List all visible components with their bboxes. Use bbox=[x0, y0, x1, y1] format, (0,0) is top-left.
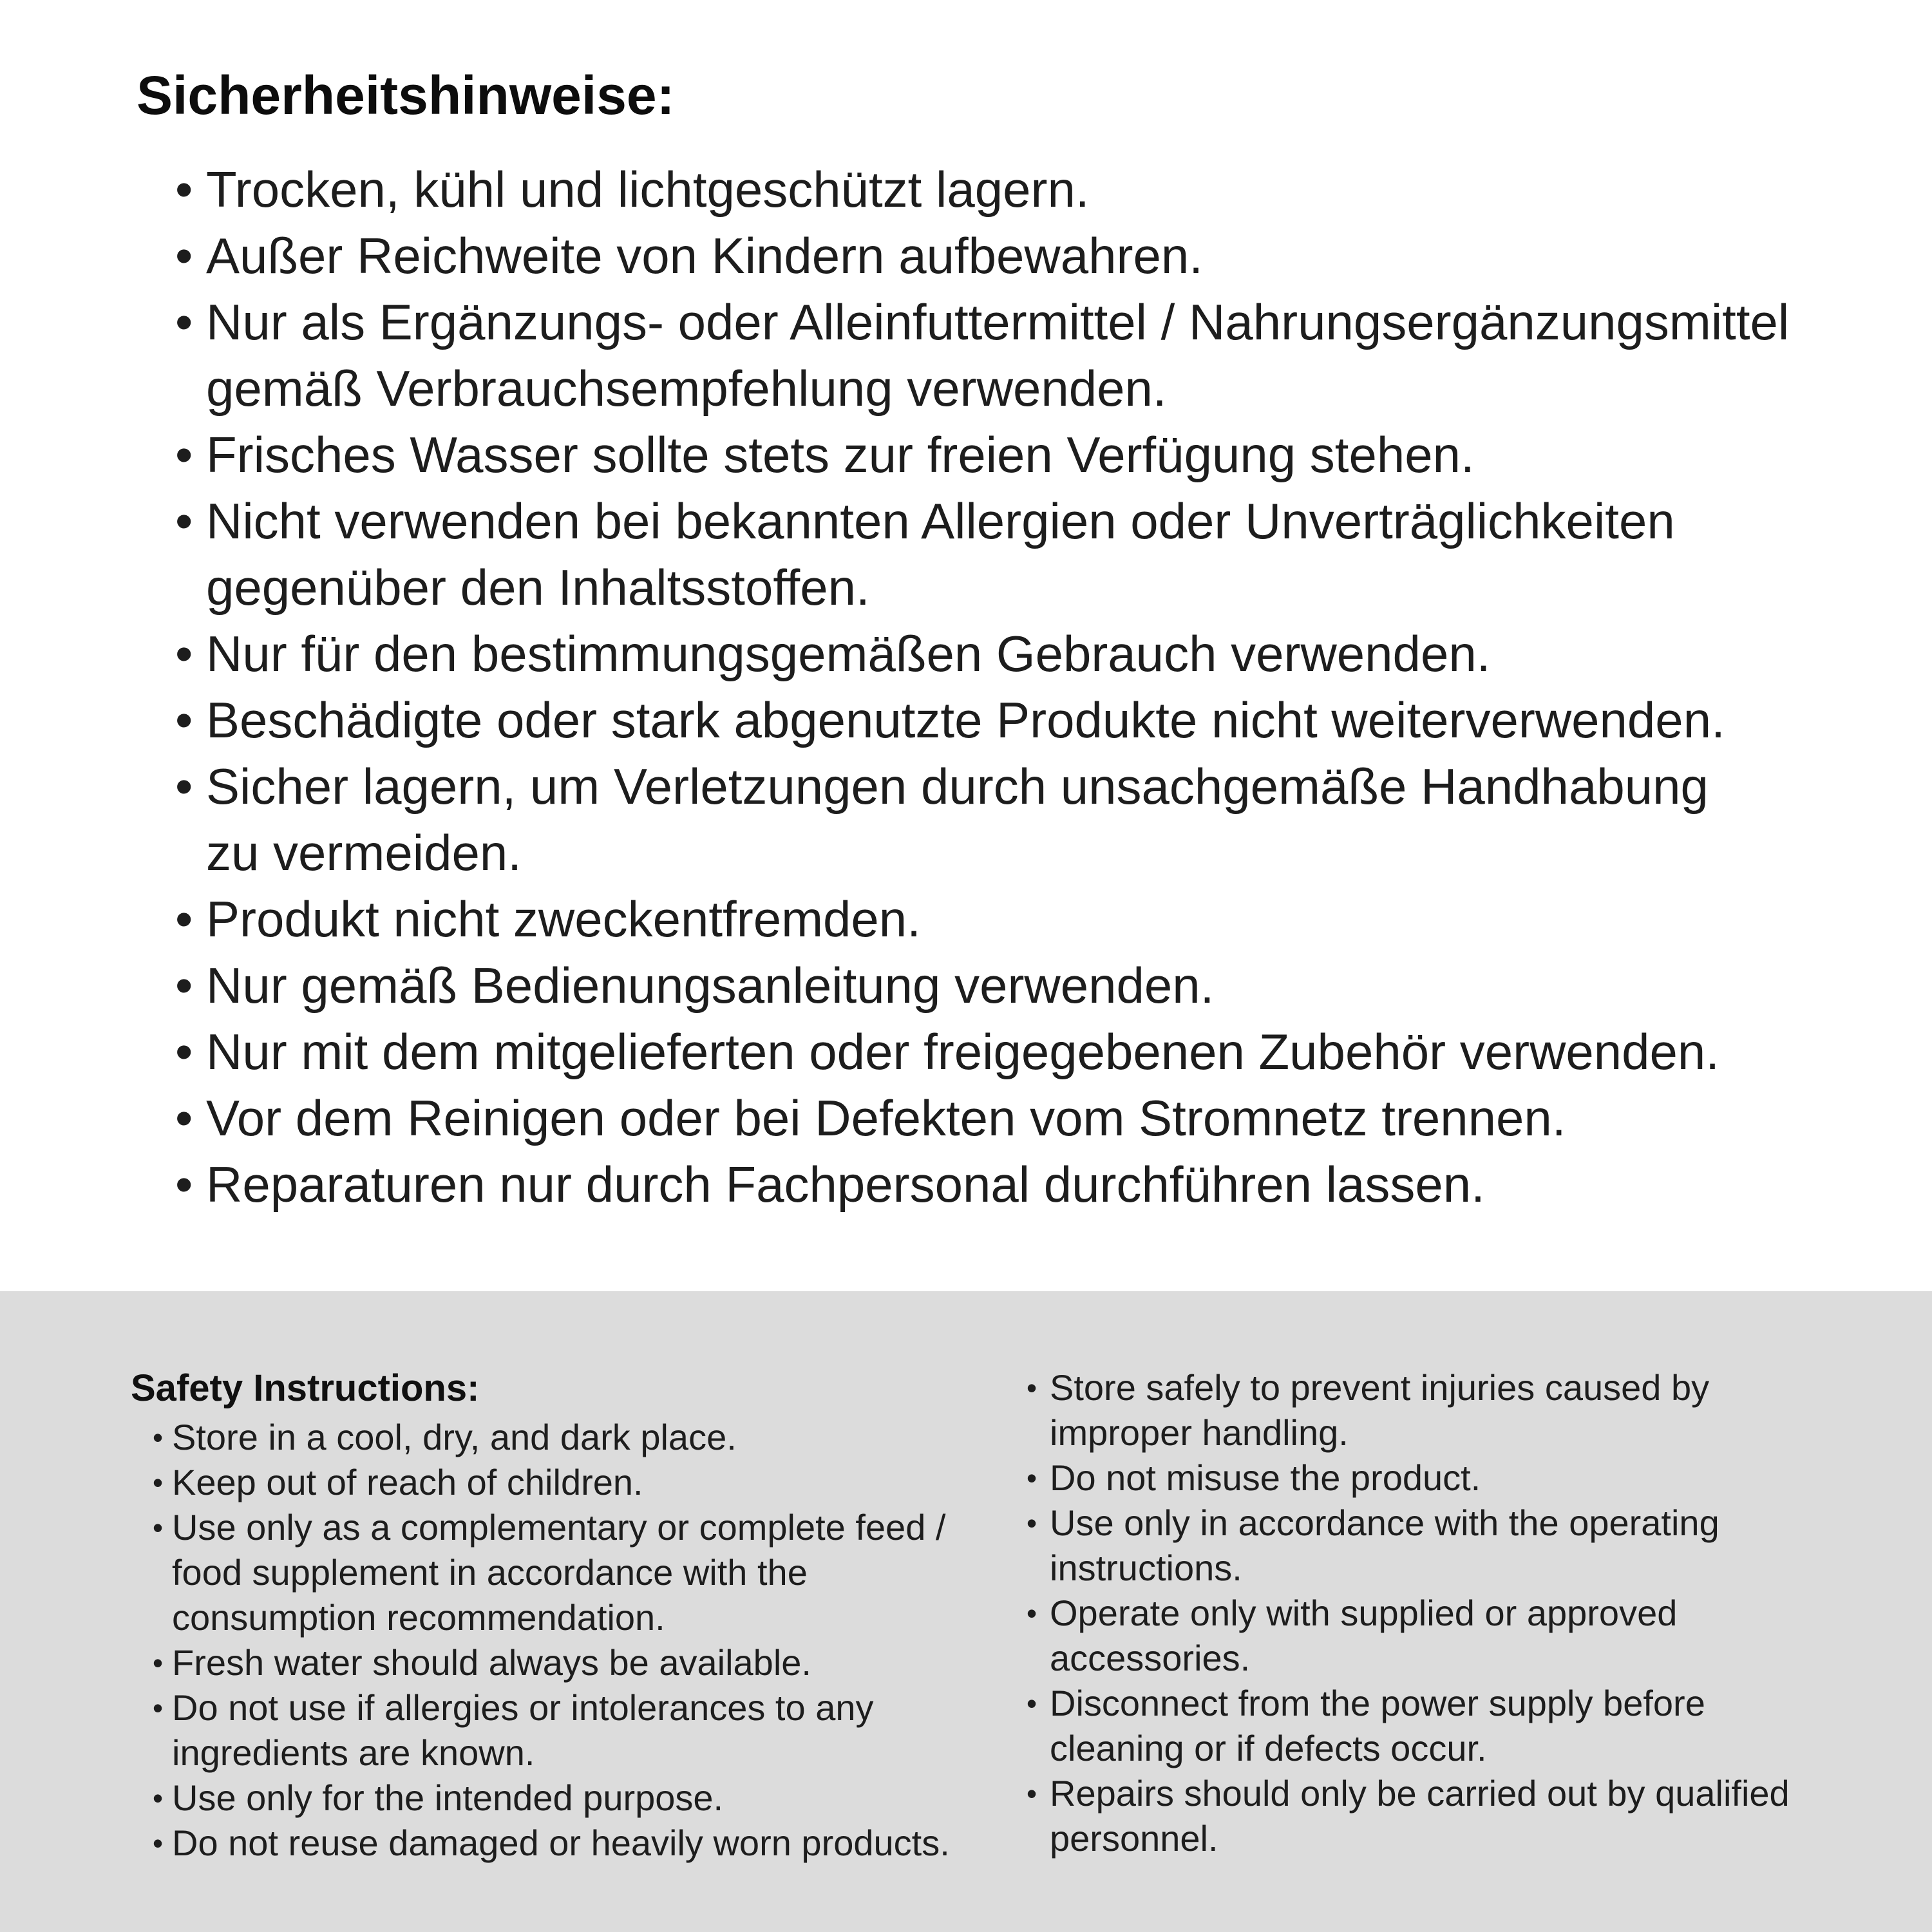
list-item-text: Reparaturen nur durch Fachpersonal durchführen lassen. bbox=[206, 1155, 1485, 1213]
list-item bbox=[1027, 1501, 1797, 1591]
list-item bbox=[153, 1776, 987, 1821]
list-item-text: Store safely to prevent injuries caused by improper handling. bbox=[1050, 1367, 1710, 1453]
list-item-text: Beschädigte oder stark abgenutzte Produkte nicht weiterverwenden. bbox=[206, 691, 1725, 748]
list-item-text: Nur als Ergänzungs- oder Alleinfuttermittel / Nahrungsergänzungsmittel gemäß Verbrauchsempfehlung verwenden. bbox=[206, 293, 1790, 417]
list-item-text: Frisches Wasser sollte stets zur freien Verfügung stehen. bbox=[206, 426, 1475, 483]
english-heading: Safety Instructions: bbox=[131, 1367, 480, 1409]
list-item-text: Keep out of reach of children. bbox=[172, 1462, 643, 1502]
list-item bbox=[153, 1685, 987, 1776]
list-item-text: Use only for the intended purpose. bbox=[172, 1777, 724, 1818]
list-item-text: Sicher lagern, um Verletzungen durch unsachgemäße Handhabung zu vermeiden. bbox=[206, 757, 1709, 881]
list-item bbox=[175, 488, 1855, 621]
list-item-text: Nur für den bestimmungsgemäßen Gebrauch verwenden. bbox=[206, 625, 1491, 682]
list-item bbox=[175, 422, 1855, 488]
list-item bbox=[153, 1460, 987, 1505]
list-item-text: Store in a cool, dry, and dark place. bbox=[172, 1417, 737, 1457]
list-item bbox=[175, 156, 1855, 223]
english-safety-list-left bbox=[131, 1415, 987, 1866]
list-item bbox=[1027, 1771, 1797, 1861]
list-item-text: Do not use if allergies or intolerances to any ingredients are known. bbox=[172, 1687, 874, 1773]
list-item-text: Use only as a complementary or complete feed / food supplement in accordance with the consumption recommendation. bbox=[172, 1507, 946, 1638]
list-item bbox=[175, 289, 1855, 422]
list-item bbox=[175, 1151, 1855, 1218]
german-heading: Sicherheitshinweise: bbox=[137, 65, 675, 126]
english-safety-section bbox=[0, 1291, 1932, 1932]
list-item bbox=[175, 952, 1855, 1019]
list-item bbox=[175, 621, 1855, 687]
list-item bbox=[175, 1085, 1855, 1151]
list-item-text: Produkt nicht zweckentfremden. bbox=[206, 890, 921, 947]
list-item-text: Nicht verwenden bei bekannten Allergien oder Unverträglichkeiten gegenüber den Inhaltsstoffen. bbox=[206, 492, 1675, 616]
list-item bbox=[153, 1505, 987, 1640]
list-item-text: Disconnect from the power supply before cleaning or if defects occur. bbox=[1050, 1683, 1705, 1768]
list-item bbox=[153, 1821, 987, 1866]
english-left-column bbox=[131, 1365, 987, 1932]
list-item bbox=[175, 687, 1855, 753]
german-safety-list bbox=[137, 156, 1874, 1218]
list-item bbox=[1027, 1365, 1797, 1455]
list-item-text: Außer Reichweite von Kindern aufbewahren. bbox=[206, 227, 1203, 284]
list-item bbox=[175, 1019, 1855, 1085]
list-item-text: Nur gemäß Bedienungsanleitung verwenden. bbox=[206, 956, 1215, 1014]
list-item-text: Do not reuse damaged or heavily worn products. bbox=[172, 1823, 950, 1863]
list-item-text: Use only in accordance with the operating instructions. bbox=[1050, 1502, 1719, 1588]
list-item-text: Operate only with supplied or approved accessories. bbox=[1050, 1593, 1678, 1678]
list-item-text: Trocken, kühl und lichtgeschützt lagern. bbox=[206, 160, 1090, 218]
list-item bbox=[175, 753, 1713, 886]
english-right-column bbox=[1024, 1365, 1880, 1932]
list-item bbox=[153, 1415, 987, 1460]
list-item bbox=[1027, 1681, 1797, 1771]
list-item bbox=[175, 886, 1855, 952]
list-item-text: Fresh water should always be available. bbox=[172, 1642, 811, 1683]
list-item bbox=[1027, 1455, 1797, 1501]
english-safety-list-right bbox=[1024, 1365, 1880, 1861]
list-item-text: Vor dem Reinigen oder bei Defekten vom Stromnetz trennen. bbox=[206, 1089, 1566, 1146]
list-item-text: Do not misuse the product. bbox=[1050, 1457, 1481, 1498]
list-item bbox=[1027, 1591, 1797, 1681]
list-item bbox=[175, 223, 1855, 289]
list-item bbox=[153, 1640, 987, 1685]
list-item-text: Repairs should only be carried out by qualified personnel. bbox=[1050, 1773, 1790, 1859]
list-item-text: Nur mit dem mitgelieferten oder freigegebenen Zubehör verwenden. bbox=[206, 1023, 1719, 1080]
